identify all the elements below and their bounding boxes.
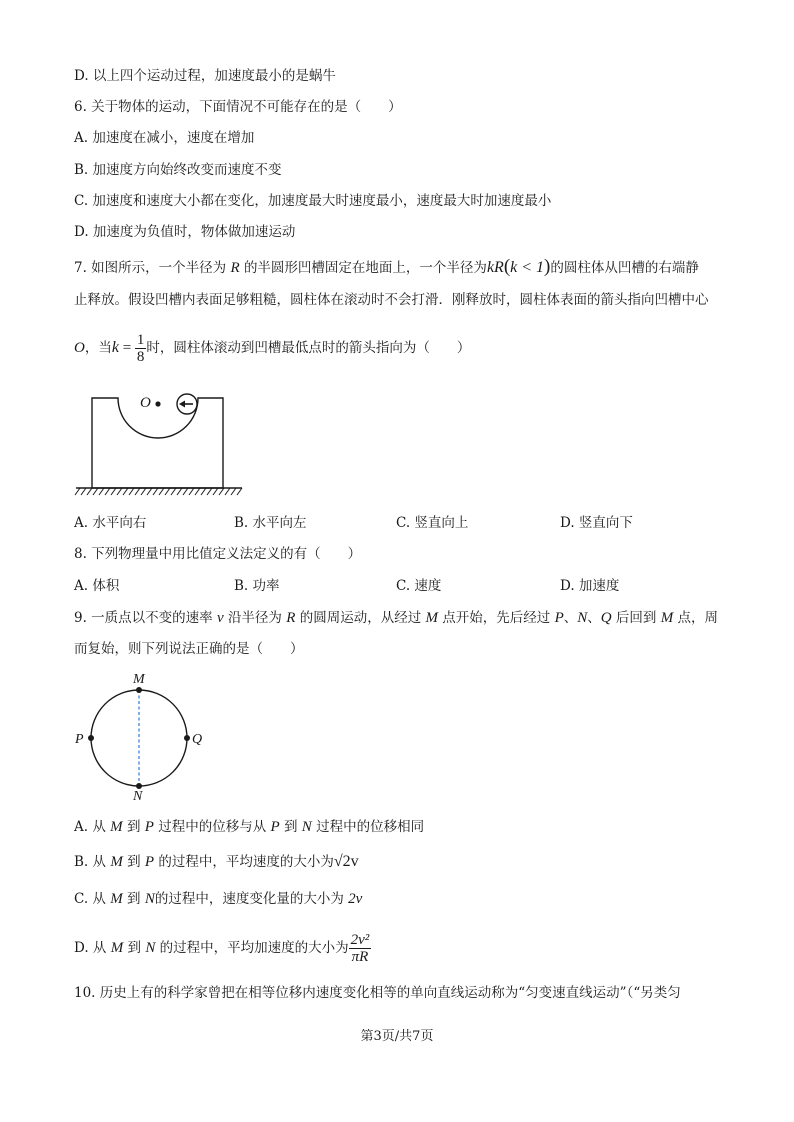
q8-option-a: A. 体积	[74, 578, 120, 594]
q9-option-d: D. 从 M 到 N 的过程中，平均加速度的大小为 $\frac{\text{2v²}}{\pi R}$	[74, 932, 370, 965]
q7-groove-figure	[70, 385, 250, 497]
q10-line-1: 10. 历史上有的科学家曾把在相等位移内速度变化相等的单向直线运动称为“匀变速直线运动”（“另类匀	[74, 985, 681, 1001]
label-m: M	[133, 672, 145, 687]
q6-option-c: C. 加速度和速度大小都在变化，加速度最大时速度最小，速度最大时加速度最小	[74, 193, 552, 209]
q9-option-a: A. 从 M 到 P 过程中的位移与从 P 到 N 过程中的位移相同	[74, 819, 425, 835]
q9-circle-figure	[68, 668, 218, 804]
point-p	[88, 735, 94, 741]
q7-line-2: 止释放。假设凹槽内表面足够粗糙，圆柱体在滚动时不会打滑．刚释放时，圆柱体表面的箭头指向凹槽中心	[74, 292, 709, 308]
center-o-dot	[155, 401, 160, 406]
q7-option-c: C. 竖直向上	[396, 515, 469, 531]
q7-line-1: 7. 如图所示，一个半径为 R 的半圆形凹槽固定在地面上，一个半径为kR(k < 1)的圆柱体从凹槽的右端静	[74, 256, 699, 277]
q9-option-b: B. 从 M 到 P 的过程中，平均速度的大小为√2v	[74, 853, 359, 870]
label-n: N	[133, 789, 143, 804]
q8-stem: 8. 下列物理量中用比值定义法定义的有（ ）	[74, 546, 362, 562]
q6-stem: 6. 关于物体的运动，下面情况不可能存在的是（ ）	[74, 99, 402, 115]
q5-option-d: D. 以上四个运动过程，加速度最小的是蜗牛	[74, 68, 336, 84]
k-fraction: $\frac{1}{8}$	[136, 332, 145, 365]
accel-fraction: $\frac{\text{2v²}}{\pi R}$	[350, 932, 370, 965]
q9-line-2: 而复始，则下列说法正确的是（ ）	[74, 641, 304, 657]
q7-option-b: B. 水平向左	[234, 515, 307, 531]
center-o-label: O	[140, 395, 151, 411]
q9-option-c: C. 从 M 到 N的过程中，速度变化量的大小为 2v	[74, 891, 363, 907]
point-m	[136, 687, 142, 693]
q9-line-1: 9. 一质点以不变的速率 v 沿半径为 R 的圆周运动，从经过 M 点开始，先后经过 P、N、Q 后回到 M 点，周	[74, 610, 719, 626]
q7-line-3: O，当k = $\frac{1}{8}$ 时，圆柱体滚动到凹槽最低点时的箭头指向为（ ）	[74, 332, 471, 365]
point-q	[184, 735, 190, 741]
q8-option-d: D. 加速度	[560, 578, 620, 594]
q8-option-c: C. 速度	[396, 578, 442, 594]
q6-option-d: D. 加速度为负值时，物体做加速运动	[74, 224, 296, 240]
q8-option-b: B. 功率	[234, 578, 280, 594]
groove-body	[92, 398, 223, 488]
path-circle	[91, 690, 187, 786]
q7-option-d: D. 竖直向下	[560, 515, 633, 531]
label-q: Q	[192, 732, 203, 747]
q6-option-a: A. 加速度在减小，速度在增加	[74, 130, 255, 146]
page-footer: 第3页/共7页	[360, 1029, 434, 1044]
ground-hatching	[75, 488, 242, 495]
q7-option-a: A. 水平向右	[74, 515, 147, 531]
label-p: P	[75, 732, 84, 747]
q6-option-b: B. 加速度方向始终改变而速度不变	[74, 162, 282, 178]
